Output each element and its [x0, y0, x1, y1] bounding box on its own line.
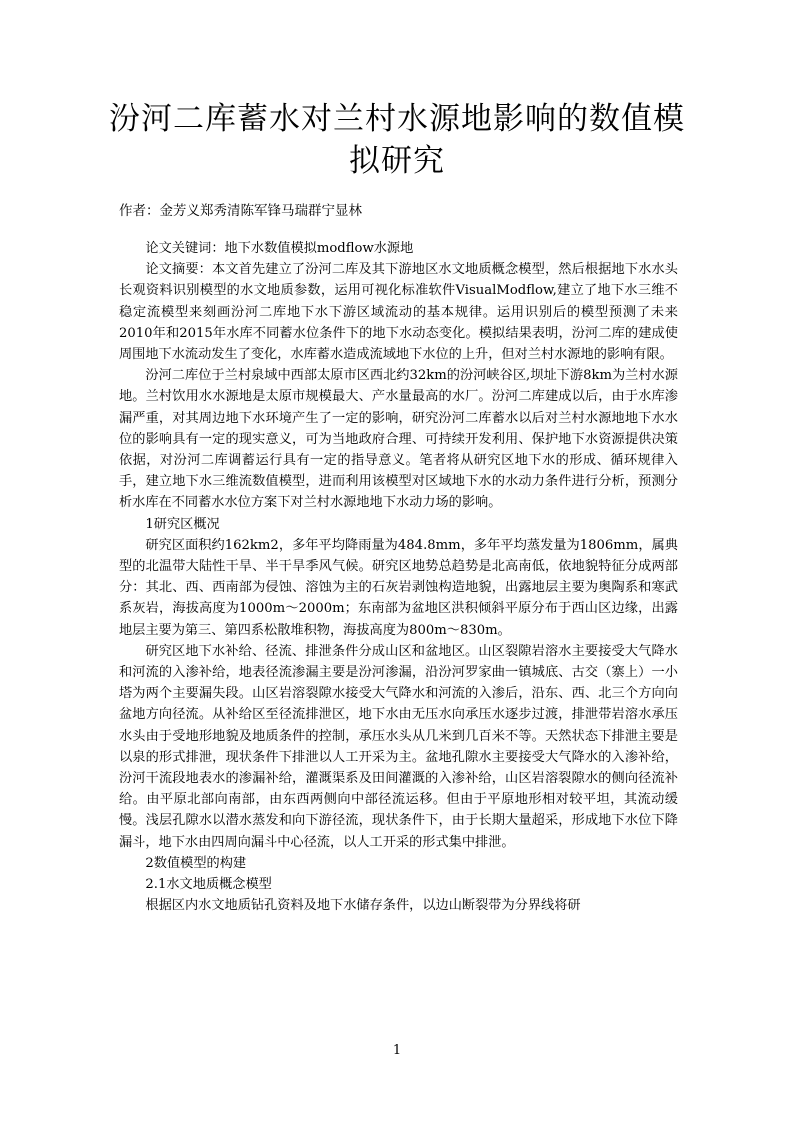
body-paragraph: 研究区面积约162km2，多年平均降雨量为484.8mm，多年平均蒸发量为1806mm，属典型的北温带大陆性干旱、半干旱季风气候。研究区地势总趋势是北高南低，依地貌特征分成两部分：其北、西、西南部为侵蚀、溶蚀为主的石灰岩剥蚀构造地貌，出露地层主要为奥陶系和寒武系灰岩，海拔高度为1000m～2000m；东南部为盆地区洪积倾斜平原分布于西山区边缘，出露地层主要为第三、第四系松散堆积物，海拔高度为800m～830m。 [119, 537, 678, 638]
authors-line: 作者：金芳义郑秀清陈军锋马瑞群宁显林 [119, 203, 362, 219]
document-title: 汾河二库蓄水对兰村水源地影响的数值模拟研究 [109, 101, 685, 179]
section-heading: 1研究区概况 [145, 516, 220, 532]
page-number: 1 [392, 1043, 402, 1058]
document-body [119, 238, 678, 917]
keywords-paragraph: 论文关键词：地下水数值模拟modflow水源地 [145, 241, 414, 256]
body-paragraph: 根据区内水文地质钻孔资料及地下水储存条件，以边山断裂带为分界线将研 [145, 898, 581, 914]
subsection-heading: 2.1水文地质概念模型 [145, 877, 272, 893]
section-heading: 2数值模型的构建 [145, 855, 247, 871]
intro-paragraph: 汾河二库位于兰村泉域中西部太原市区西北约32km的汾河峡谷区,坝址下游8km为兰村水源地。兰村饮用水水源地是太原市规模最大、产水量最高的水厂。汾河二库建成以后，由于水库渗漏严重，对其周边地下水环境产生了一定的影响，研究汾河二库蓄水以后对兰村水源地地下水水位的影响具有一定的现实意义，可为当地政府合理、可持续开发利用、保护地下水资源提供决策依据，对汾河二库调蓄运行具有一定的指导意义。笔者将从研究区地下水的形成、循环规律入手，建立地下水三维流数值模型，进而利用该模型对区域地下水的水动力条件进行分析，预测分析水库在不同蓄水水位方案下对兰村水源地地下水动力场的影响。 [119, 368, 678, 511]
abstract-paragraph: 论文摘要：本文首先建立了汾河二库及其下游地区水文地质概念模型，然后根据地下水水头长观资料识别模型的水文地质参数，运用可视化标准软件VisualModflow,建立了地下水三维不稳定流模型来刻画汾河二库地下水下游区域流动的基本规律。运用识别后的模型预测了未来2010年和2015年水库不同蓄水位条件下的地下水动态变化。模拟结果表明，汾河二库的建成使周围地下水流动发生了变化，水库蓄水造成流域地下水位的上升，但对兰村水源地的影响有限。 [119, 262, 678, 363]
body-paragraph: 研究区地下水补给、径流、排泄条件分成山区和盆地区。山区裂隙岩溶水主要接受大气降水和河流的入渗补给，地表径流渗漏主要是汾河渗漏，沿汾河罗家曲一镇城底、古交（寨上）一小塔为两个主要漏失段。山区岩溶裂隙水接受大气降水和河流的入渗后，沿东、西、北三个方向向盆地方向径流。从补给区至径流排泄区，地下水由无压水向承压水逐步过渡，排泄带岩溶水承压水头由于受地形地貌及地质条件的控制，承压水头从几米到几百米不等。天然状态下排泄主要是以泉的形式排泄，现状条件下排泄以人工开采为主。盆地孔隙水主要接受大气降水的入渗补给，汾河干流段地表水的渗漏补给，灌溉渠系及田间灌溉的入渗补给，山区岩溶裂隙水的侧向径流补给。由平原北部向南部，由东西两侧向中部径流运移。但由于平原地形相对较平坦，其流动缓慢。浅层孔隙水以潜水蒸发和向下游径流，现状条件下，由于长期大量超采，形成地下水位下降漏斗，地下水由四周向漏斗中心径流，以人工开采的形式集中排泄。 [119, 643, 678, 850]
